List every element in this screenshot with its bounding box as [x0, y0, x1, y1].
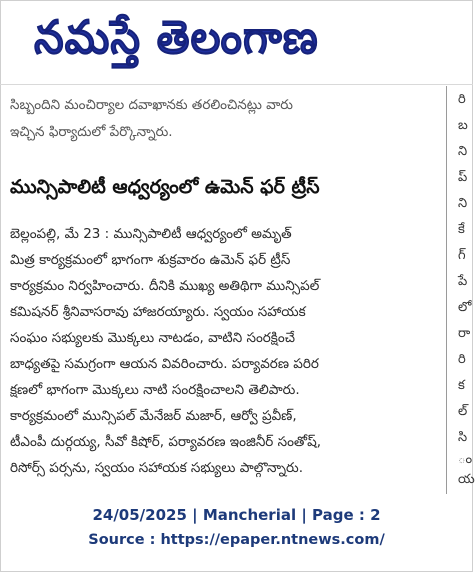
- article-body-line: బాధ్యతపై సమగ్రంగా ఆయన వివరించారు. పర్యావరణ పరిర: [10, 356, 319, 372]
- article-body-line: సంఘం సభ్యులకు మొక్కలు నాటడం, వాటిని సంరక్షించే: [10, 330, 295, 346]
- article-body-line: కమిషనర్ శ్రీనివాసరావు హాజరయ్యారు. స్వయం సహాయక: [10, 304, 306, 320]
- previous-article-line: ఇచ్చిన ఫిర్యాదులో పేర్కొన్నారు.: [10, 124, 173, 140]
- adjacent-column-glyph: ం: [458, 452, 473, 467]
- adjacent-column-glyph: క: [458, 378, 465, 393]
- previous-article-line: సిబ్బందిని మంచిర్యాల దవాఖానకు తరలించినట్లు వారు: [10, 97, 293, 113]
- adjacent-column-glyph: సి: [458, 430, 468, 445]
- masthead: [0, 0, 473, 86]
- article-body-line: టీఎంపీ దుర్గయ్య, సీవో కిషోర్, పర్యావరణ ఇంజినీర్ సంతోష్,: [10, 434, 322, 450]
- masthead-rule: [0, 84, 473, 85]
- adjacent-column-glyph: య: [458, 472, 475, 487]
- adjacent-column-glyph: రి: [458, 352, 466, 367]
- adjacent-column-glyph: రి: [458, 92, 466, 107]
- article-body-line: క్షణలో భాగంగా మొక్కలు నాటి సంరక్షించాలని తెలిపారు.: [10, 382, 300, 398]
- adjacent-column-fragment: [452, 86, 473, 494]
- newspaper-logo: నమస్తే తెలంగాణ: [34, 10, 319, 64]
- column-divider: [446, 86, 447, 494]
- article-clipping: [0, 86, 473, 494]
- adjacent-column-glyph: రా: [458, 326, 471, 341]
- adjacent-column-glyph: పే: [458, 274, 468, 289]
- adjacent-column-glyph: ల్: [458, 404, 468, 419]
- edition-info: 24/05/2025 | Mancherial | Page : 2: [92, 506, 381, 524]
- article-headline: మున్సిపాలిటీ ఆధ్వర్యంలో ఉమెన్ ఫర్ ట్రీస్: [10, 176, 320, 198]
- adjacent-column-glyph: ప్: [458, 170, 468, 185]
- article-body-line: రిసోర్స్ పర్సను, స్వయం సహాయక సభ్యులు పాల్గొన్నారు.: [10, 460, 303, 476]
- article-body-line: కార్యక్రమం నిర్వహించారు. దీనికి ముఖ్య అతిథిగా మున్సిపల్: [10, 278, 320, 294]
- article-body-line: కార్యక్రమంలో మున్సిపల్ మేనేజర్ మజార్, ఆర్వో ప్రవీణ్,: [10, 408, 297, 424]
- adjacent-column-glyph: కే: [458, 222, 465, 237]
- adjacent-column-glyph: ని: [458, 196, 468, 211]
- adjacent-column-glyph: లో: [458, 300, 472, 315]
- adjacent-column-glyph: బ: [458, 118, 468, 133]
- adjacent-column-glyph: ని: [458, 144, 468, 159]
- article-body-line: మిత్ర కార్యక్రమంలో భాగంగా శుక్రవారం ఉమెన్ ఫర్ ట్రీస్: [10, 252, 291, 268]
- adjacent-column-glyph: గ్: [458, 248, 466, 263]
- source-link[interactable]: Source : https://epaper.ntnews.com/: [88, 532, 385, 548]
- article-body-line: బెల్లంపల్లి, మే 23 : మున్సిపాలిటీ ఆధ్వర్యంలో అమృత్: [10, 226, 292, 242]
